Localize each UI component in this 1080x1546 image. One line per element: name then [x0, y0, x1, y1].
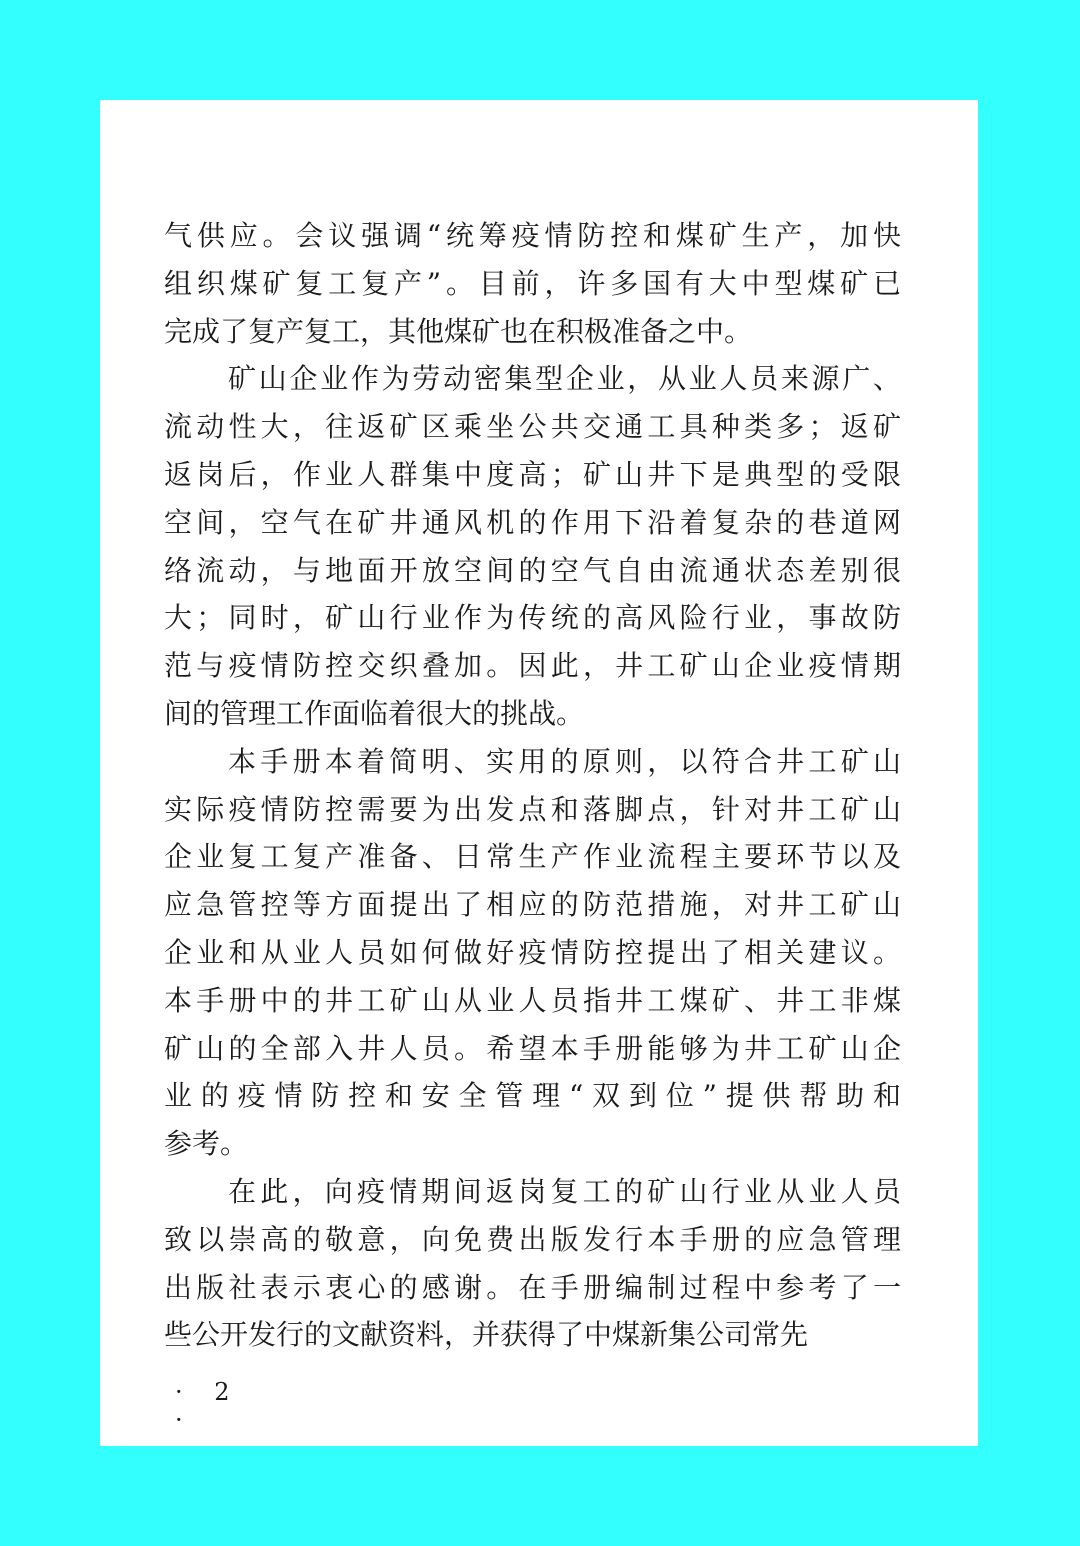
page-number: · 2 · — [175, 1378, 242, 1434]
text-line: 本手册中的井工矿山从业人员指井工煤矿、井工非煤 — [164, 983, 901, 1017]
text-line: 完成了复产复工，其他煤矿也在积极准备之中。 — [164, 314, 753, 348]
text-line: 企业复工复产准备、日常生产作业流程主要环节以及 — [164, 840, 901, 874]
text-line: 出版社表示衷心的感谢。在手册编制过程中参考了一 — [164, 1270, 901, 1304]
text-line: 间的管理工作面临着很大的挑战。 — [164, 696, 585, 730]
paragraph — [164, 738, 901, 1168]
text-line: 本手册本着简明、实用的原则，以符合井工矿山 — [228, 744, 901, 778]
text-line: 大；同时，矿山行业作为传统的高风险行业，事故防 — [164, 601, 901, 635]
paragraph — [164, 212, 901, 355]
text-line: 企业和从业人员如何做好疫情防控提出了相关建议。 — [164, 935, 901, 969]
text-line: 参考。 — [164, 1127, 249, 1161]
text-line: 气供应。会议强调“统筹疫情防控和煤矿生产，加快 — [164, 219, 901, 252]
text-line: 应急管控等方面提出了相应的防范措施，对井工矿山 — [164, 888, 901, 922]
text-line: 些公开发行的文献资料，并获得了中煤新集公司常先 — [164, 1318, 809, 1352]
text-line: 在此，向疫情期间返岗复工的矿山行业从业人员 — [228, 1174, 901, 1208]
text-line: 返岗后，作业人群集中度高；矿山井下是典型的受限 — [164, 457, 901, 491]
text-line: 组织煤矿复工复产”。目前，许多国有大中型煤矿已 — [164, 266, 901, 300]
body-text — [164, 212, 901, 1359]
text-line: 流动性大，往返矿区乘坐公共交通工具种类多；返矿 — [164, 410, 901, 444]
text-line: 实际疫情防控需要为出发点和落脚点，针对井工矿山 — [164, 792, 901, 826]
text-line: 络流动，与地面开放空间的空气自由流通状态差别很 — [164, 553, 901, 587]
paragraph — [164, 355, 901, 737]
text-line: 空间，空气在矿井通风机的作用下沿着复杂的巷道网 — [164, 505, 901, 539]
text-line: 矿山的全部入井人员。希望本手册能够为井工矿山企 — [164, 1031, 901, 1065]
text-line: 业的疫情防控和安全管理“双到位”提供帮助和 — [164, 1079, 901, 1113]
text-line: 致以崇高的敬意，向免费出版发行本手册的应急管理 — [164, 1222, 901, 1256]
text-line: 范与疫情防控交织叠加。因此，井工矿山企业疫情期 — [164, 649, 901, 683]
text-line: 矿山企业作为劳动密集型企业，从业人员来源广、 — [228, 362, 901, 396]
paragraph — [164, 1168, 901, 1359]
